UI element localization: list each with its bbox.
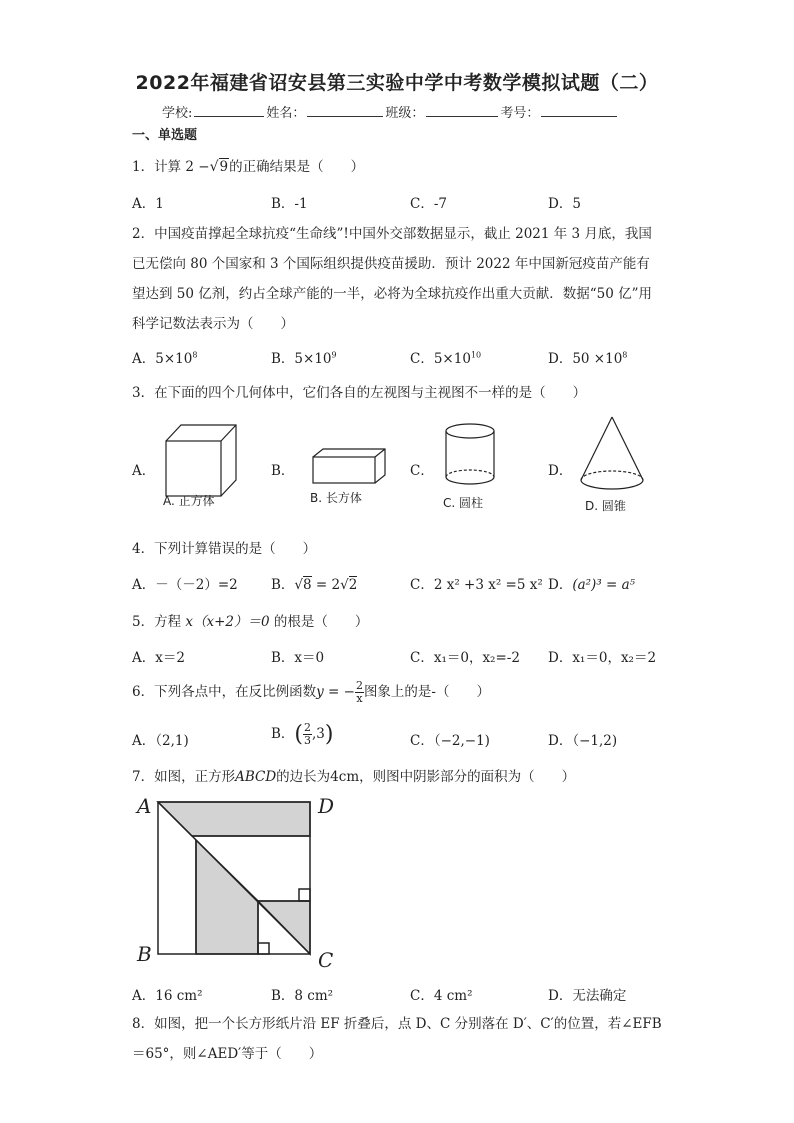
cylinder-icon — [446, 424, 494, 484]
question-3-stem: 3．在下面的四个几何体中，它们各自的左视图与主视图不一样的是（ ） — [132, 385, 587, 401]
name-label: 姓名： — [266, 106, 306, 121]
q7-option-a[interactable]: A．16 cm² — [132, 988, 203, 1004]
vertex-a-label: A — [137, 794, 152, 818]
cone-icon — [581, 417, 643, 489]
number-blank[interactable] — [541, 104, 617, 117]
q6-option-d[interactable]: D．（−1,2) — [548, 733, 618, 749]
q2-option-a[interactable]: A．$5\times 10^8$ — [132, 350, 198, 367]
q5-option-b[interactable]: B．x＝0 — [271, 650, 325, 666]
cuboid-icon — [313, 449, 385, 483]
section-heading: 一、单选题 — [132, 128, 198, 143]
caption-cube: A. 正方体 — [163, 494, 215, 508]
question-6-stem: 6．下列各点中，在反比例函数y = − $\frac{2}{x}$ 图象上的是-（ ） — [132, 679, 490, 705]
caption-cylinder: C. 圆柱 — [443, 496, 484, 510]
caption-cuboid: B. 长方体 — [310, 491, 362, 505]
q1-option-c[interactable]: C．-7 — [410, 196, 447, 212]
vertex-d-label: D — [318, 794, 335, 818]
q2-option-d[interactable]: D．$50 \times 10^8$ — [548, 350, 628, 367]
question-2-stem: 2．中国疫苗撑起全球抗疫“生命线”!中国外交部数据显示，截止 2021 年 3 月底，我国 已无偿向 80 个国家和 3 个国际组织提供疫苗援助．预计 2022 年中国新冠疫苗产能有 望达到 50 亿剂，约占全球产能的一半，必将为全球抗疫作出重大贡献．数据“50 亿”用 科学记数法表示为（ ） — [132, 226, 653, 332]
q4-option-d[interactable]: D．(a²)³ = a⁵ — [548, 577, 636, 593]
student-info-line — [162, 102, 619, 121]
q1-option-a[interactable]: A．1 — [132, 196, 164, 212]
q7-option-b[interactable]: B．8 cm² — [271, 988, 334, 1004]
q7-option-d[interactable]: D．无法确定 — [548, 988, 627, 1004]
q1-option-b[interactable]: B．-1 — [271, 196, 308, 212]
q6-option-a[interactable]: A．（2,1) — [132, 733, 189, 749]
q3-option-a[interactable]: A． — [132, 463, 156, 479]
class-blank[interactable] — [426, 104, 498, 117]
class-label: 班级： — [385, 106, 425, 121]
school-label: 学校: — [162, 106, 193, 121]
number-label: 考号： — [500, 106, 540, 121]
question-1-stem: 1．计算 2 −√9的正确结果是（ ） — [132, 159, 365, 175]
vertex-b-label: B — [137, 942, 152, 966]
question-7-stem: 7．如图，正方形ABCD的边长为4cm，则图中阴影部分的面积为（ ） — [132, 769, 576, 785]
question-5-stem: 5．方程 x（x+2）＝0 的根是（ ） — [132, 614, 369, 630]
q5-option-c[interactable]: C．x₁＝0，x₂=-2 — [410, 650, 520, 666]
q5-option-d[interactable]: D．x₁＝0，x₂＝2 — [548, 650, 657, 666]
name-blank[interactable] — [307, 104, 383, 117]
q4-option-b[interactable]: B．√8 = 2√2 — [271, 577, 358, 593]
q7-square-figure — [130, 790, 350, 980]
q2-option-c[interactable]: C．$5\times 10^{10}$ — [410, 350, 482, 367]
q1-option-d[interactable]: D．5 — [548, 196, 581, 212]
q6-option-b[interactable]: B．( $\frac{2}{3}$ ,3) — [271, 721, 334, 747]
q2-option-b[interactable]: B．$5\times 10^9$ — [271, 350, 337, 367]
q3-option-b[interactable]: B． — [271, 463, 295, 479]
question-8-stem: 8．如图，把一个长方形纸片沿 EF 折叠后，点 D、C 分别落在 D′、C′的位置，若∠EFB ＝65°，则∠AED′等于（ ） — [132, 1016, 662, 1062]
vertex-c-label: C — [318, 948, 334, 972]
q3-option-c[interactable]: C． — [410, 463, 434, 479]
q7-option-c[interactable]: C．4 cm² — [410, 988, 473, 1004]
q5-option-a[interactable]: A．x＝2 — [132, 650, 185, 666]
q6-option-c[interactable]: C．（−2,−1) — [410, 733, 490, 749]
q4-option-a[interactable]: A．－（－2）=2 — [132, 577, 238, 593]
school-blank[interactable] — [194, 104, 264, 117]
cube-icon — [166, 425, 236, 496]
caption-cone: D. 圆锥 — [585, 499, 626, 513]
page-title: 2022年福建省诏安县第三实验中学中考数学模拟试题（二） — [135, 72, 659, 94]
q3-option-d[interactable]: D． — [548, 463, 573, 479]
question-4-stem: 4．下列计算错误的是（ ） — [132, 541, 317, 557]
q4-option-c[interactable]: C．2 x² +3 x² =5 x² — [410, 577, 543, 593]
